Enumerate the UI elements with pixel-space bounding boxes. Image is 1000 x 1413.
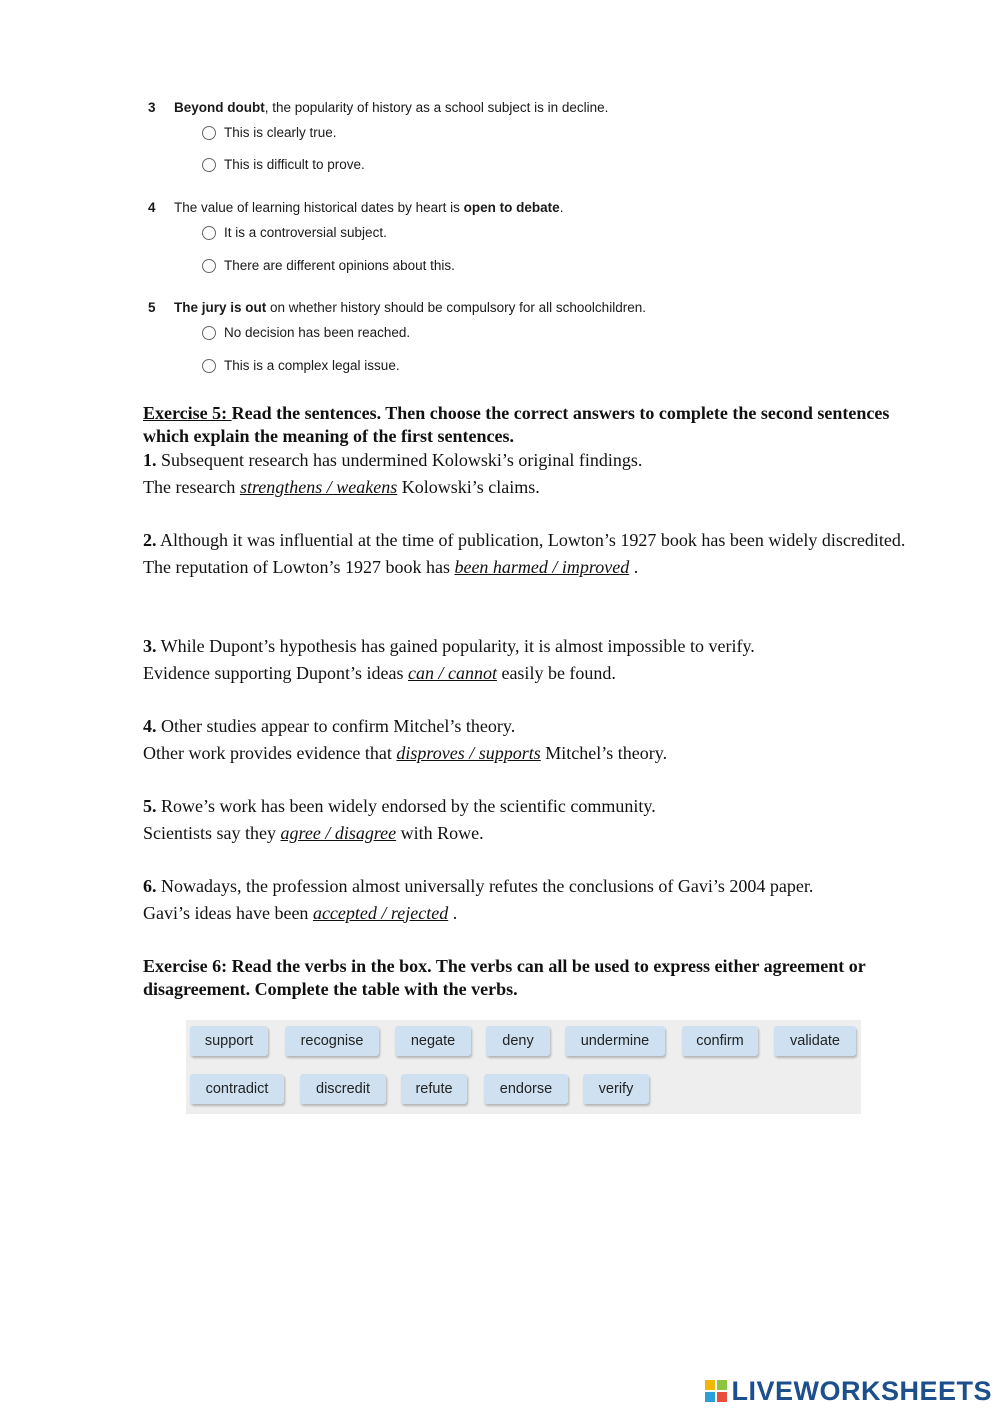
item-sentence: Other studies appear to confirm Mitchel’s theory. bbox=[156, 716, 516, 736]
answer-choice[interactable]: strengthens / weakens bbox=[239, 476, 398, 497]
option-label: It is a controversial subject. bbox=[224, 225, 387, 240]
radio-button[interactable] bbox=[202, 326, 216, 340]
radio-button[interactable] bbox=[202, 126, 216, 140]
radio-button[interactable] bbox=[202, 259, 216, 273]
option-label: This is difficult to prove. bbox=[224, 157, 365, 172]
radio-button[interactable] bbox=[202, 158, 216, 172]
exercise-6-title: Exercise 6: Read the verbs in the box. The verbs can all be used to express either agreement or disagreement. Complete the table with the verbs. bbox=[143, 956, 866, 999]
item-sentence: Although it was influential at the time of publication, Lowton’s 1927 book has been widely discredited. bbox=[156, 530, 906, 550]
verb-chip[interactable]: undermine bbox=[565, 1026, 665, 1056]
item-prompt-end: . bbox=[448, 902, 458, 923]
logo-square-icon bbox=[717, 1392, 727, 1402]
verb-chip[interactable]: confirm bbox=[682, 1026, 758, 1056]
answer-choice[interactable]: agree / disagree bbox=[280, 822, 397, 843]
item-prompt-end: Mitchel’s theory. bbox=[540, 742, 668, 763]
question-3 bbox=[148, 100, 609, 172]
item-prompt: Evidence supporting Dupont’s ideas bbox=[143, 662, 408, 683]
exercise-5-item-2 bbox=[143, 527, 923, 580]
exercise-5-item-3 bbox=[143, 633, 923, 686]
verb-chip[interactable]: refute bbox=[401, 1074, 467, 1104]
option-label: There are different opinions about this. bbox=[224, 258, 455, 273]
answer-choice[interactable]: can / cannot bbox=[407, 662, 497, 683]
question-number: 4 bbox=[148, 200, 156, 215]
option-label: No decision has been reached. bbox=[224, 325, 411, 340]
verb-chip[interactable]: endorse bbox=[484, 1074, 568, 1104]
question-text-end: . bbox=[559, 200, 564, 215]
exercise-5-item-6 bbox=[143, 873, 923, 926]
option-q4-a[interactable] bbox=[202, 225, 387, 240]
question-text: on whether history should be compulsory for all schoolchildren. bbox=[266, 300, 646, 315]
item-prompt: Other work provides evidence that bbox=[143, 742, 397, 763]
item-prompt: Scientists say they bbox=[143, 822, 281, 843]
exercise-5-item-4 bbox=[143, 713, 923, 766]
answer-choice[interactable]: accepted / rejected bbox=[312, 902, 449, 923]
item-number: 2. bbox=[143, 530, 157, 550]
question-5 bbox=[148, 300, 646, 373]
answer-choice[interactable]: disproves / supports bbox=[396, 742, 541, 763]
option-q3-a[interactable] bbox=[202, 125, 337, 140]
item-sentence: While Dupont’s hypothesis has gained popularity, it is almost impossible to verify. bbox=[156, 636, 755, 656]
exercise-5-item-5 bbox=[143, 793, 923, 846]
item-number: 4. bbox=[143, 716, 157, 736]
verb-chip[interactable]: support bbox=[190, 1026, 268, 1056]
question-bold: The jury is out bbox=[174, 300, 267, 315]
item-prompt: The reputation of Lowton’s 1927 book has bbox=[143, 556, 455, 577]
option-q5-b[interactable] bbox=[202, 358, 400, 373]
question-text: The value of learning historical dates by heart is bbox=[174, 200, 464, 215]
question-number: 3 bbox=[148, 100, 156, 115]
item-number: 3. bbox=[143, 636, 157, 656]
question-4 bbox=[148, 200, 564, 273]
exercise-5-label: Exercise 5: bbox=[143, 403, 232, 423]
exercise-5-instruction: Read the sentences. Then choose the correct answers to complete the second sentences which explain the meaning of the first sentences. bbox=[143, 403, 890, 446]
exercise-5-item-1 bbox=[143, 447, 923, 500]
logo-square-icon bbox=[717, 1380, 727, 1390]
item-sentence: Nowadays, the profession almost universally refutes the conclusions of Gavi’s 2004 paper. bbox=[156, 876, 814, 896]
item-number: 1. bbox=[143, 450, 157, 470]
logo-mark-icon bbox=[705, 1380, 729, 1404]
item-prompt-end: Kolowski’s claims. bbox=[397, 476, 540, 497]
answer-choice[interactable]: been harmed / improved bbox=[454, 556, 630, 577]
item-number: 6. bbox=[143, 876, 157, 896]
question-number: 5 bbox=[148, 300, 156, 315]
item-number: 5. bbox=[143, 796, 157, 816]
verb-chip[interactable]: contradict bbox=[190, 1074, 284, 1104]
radio-button[interactable] bbox=[202, 359, 216, 373]
liveworksheets-logo bbox=[705, 1376, 992, 1407]
item-sentence: Rowe’s work has been widely endorsed by the scientific community. bbox=[156, 796, 656, 816]
verb-chip[interactable]: validate bbox=[774, 1026, 856, 1056]
item-prompt-end: easily be found. bbox=[496, 662, 616, 683]
logo-square-icon bbox=[705, 1380, 715, 1390]
verb-box bbox=[186, 1020, 861, 1114]
option-label: This is clearly true. bbox=[224, 125, 337, 140]
question-text: , the popularity of history as a school subject is in decline. bbox=[264, 100, 609, 115]
verb-chip[interactable]: deny bbox=[486, 1026, 550, 1056]
radio-button[interactable] bbox=[202, 226, 216, 240]
exercise-5-title bbox=[143, 402, 923, 448]
option-label: This is a complex legal issue. bbox=[224, 358, 400, 373]
option-q4-b[interactable] bbox=[202, 258, 455, 273]
option-q5-a[interactable] bbox=[202, 325, 410, 340]
option-q3-b[interactable] bbox=[202, 157, 365, 172]
logo-text: LIVEWORKSHEETS bbox=[731, 1376, 992, 1406]
verb-chip[interactable]: negate bbox=[395, 1026, 471, 1056]
logo-square-icon bbox=[705, 1392, 715, 1402]
item-prompt: Gavi’s ideas have been bbox=[143, 902, 313, 923]
question-bold: open to debate bbox=[463, 200, 560, 215]
item-prompt: The research bbox=[143, 476, 240, 497]
question-bold: Beyond doubt bbox=[174, 100, 265, 115]
item-prompt-end: with Rowe. bbox=[396, 822, 484, 843]
verb-chip[interactable]: discredit bbox=[300, 1074, 386, 1104]
verb-chip[interactable]: verify bbox=[583, 1074, 649, 1104]
item-sentence: Subsequent research has undermined Kolowski’s original findings. bbox=[156, 450, 643, 470]
item-prompt-end: . bbox=[629, 556, 639, 577]
verb-chip[interactable]: recognise bbox=[285, 1026, 379, 1056]
